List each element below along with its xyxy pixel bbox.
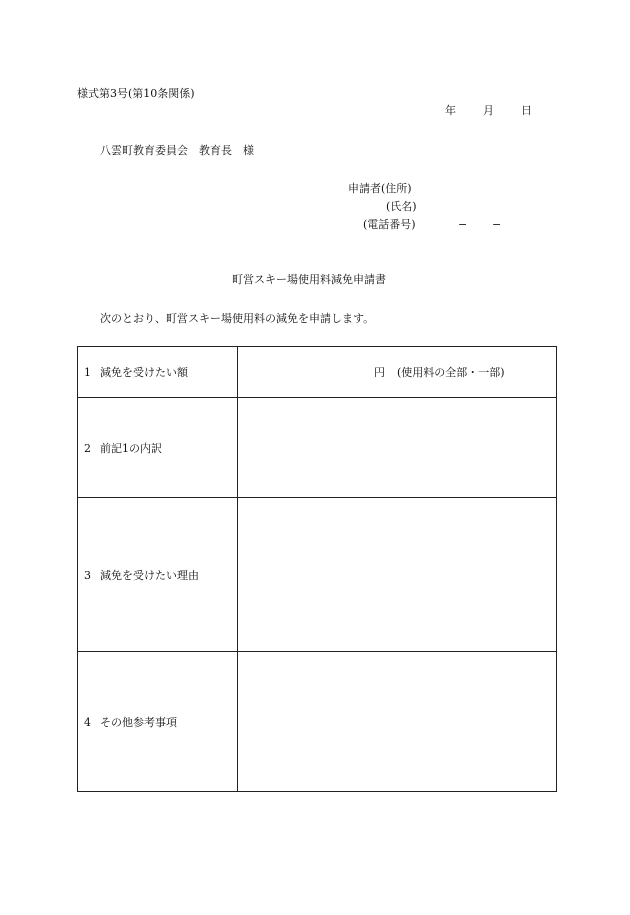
row-label-text: その他参考事項: [100, 715, 177, 729]
date-line: [445, 105, 532, 116]
row-label-text: 減免を受けたい額: [100, 366, 188, 379]
row-label: [78, 498, 238, 652]
form-number: 様式第3号(第10条関係): [77, 87, 195, 100]
row-label: [78, 652, 238, 792]
yen-unit: 円: [374, 366, 385, 379]
intro-text: 次のとおり、町営スキー場使用料の減免を申請します。: [100, 312, 375, 325]
table-row: [78, 398, 557, 498]
row-number: 3: [84, 568, 91, 582]
date-year-label: 年: [445, 104, 456, 117]
row-label: [78, 347, 238, 398]
phone-separator: −: [492, 218, 502, 231]
reason-field[interactable]: [238, 498, 557, 652]
applicant-phone-label: (電話番号): [363, 218, 416, 231]
amount-field[interactable]: [238, 347, 557, 398]
breakdown-field[interactable]: [238, 398, 557, 498]
row-number: 4: [84, 715, 91, 729]
addressee: 八雲町教育委員会 教育長 様: [100, 144, 254, 157]
date-month-label: 月: [483, 104, 494, 117]
date-day-label: 日: [521, 104, 532, 117]
phone-separator: −: [458, 218, 468, 231]
applicant-name-label: (氏名): [386, 200, 417, 213]
table-row: [78, 498, 557, 652]
table-row: [78, 347, 557, 398]
amount-note: (使用料の全部・一部): [397, 366, 505, 379]
applicant-address-label: 申請者(住所): [348, 182, 412, 195]
row-number: 2: [84, 441, 91, 455]
other-notes-field[interactable]: [238, 652, 557, 792]
row-number: 1: [84, 366, 91, 379]
row-label-text: 減免を受けたい理由: [100, 568, 199, 582]
row-label: [78, 398, 238, 498]
document-title: 町営スキー場使用料減免申請書: [232, 273, 386, 286]
row-label-text: 前記1の内訳: [100, 441, 162, 455]
table-row: [78, 652, 557, 792]
request-table: [77, 346, 557, 792]
